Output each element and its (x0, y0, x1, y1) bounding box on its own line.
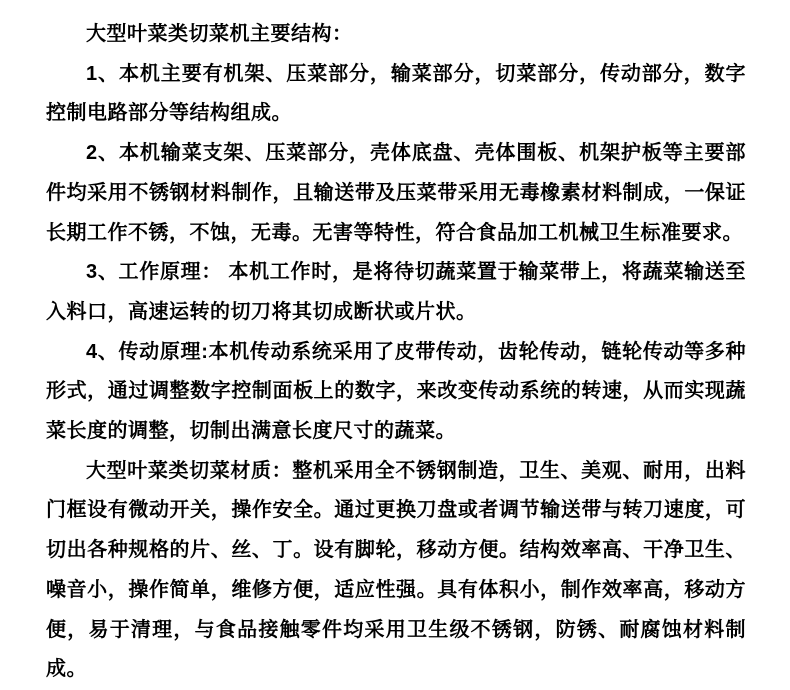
paragraph-item-2: 2、本机输菜支架、压菜部分，壳体底盘、壳体围板、机架护板等主要部件均采用不锈钢材料制作，且输送带及压菜带采用无毒橡素材料制成，一保证长期工作不锈，不蚀，无毒。无害等特性，符合食品加工机械卫生标准要求。 (46, 142, 746, 244)
document-body (46, 15, 746, 690)
paragraph-item-4: 4、传动原理:本机传动系统采用了皮带传动，齿轮传动，链轮传动等多种形式，通过调整数字控制面板上的数字，来改变传动系统的转速，从而实现蔬菜长度的调整，切制出满意长度尺寸的蔬菜。 (46, 340, 746, 443)
paragraph-item-1: 1、本机主要有机架、压菜部分，输菜部分，切菜部分，传动部分，数字控制电路部分等结构组成。 (46, 62, 746, 125)
paragraph-item-3: 3、工作原理： 本机工作时，是将待切蔬菜置于输菜带上，将蔬菜输送至入料口，高速运转的切刀将其切成断状或片状。 (46, 261, 746, 323)
paragraph-material-description: 大型叶菜类切菜材质：整机采用全不锈钢制造，卫生、美观、耐用，出料门框设有微动开关，操作安全。通过更换刀盘或者调节输送带与转刀速度，可切出各种规格的片、丝、丁。设有脚轮，移动方便。结构效率高、干净卫生、噪音小，操作简单，维修方便，适应性强。具有体积小，制作效率高，移动方便，易于清理，与食品接触零件均采用卫生级不锈钢，防锈、耐腐蚀材料制成。 (46, 459, 746, 681)
paragraph-structure-heading: 大型叶菜类切菜机主要结构： (86, 23, 353, 45)
